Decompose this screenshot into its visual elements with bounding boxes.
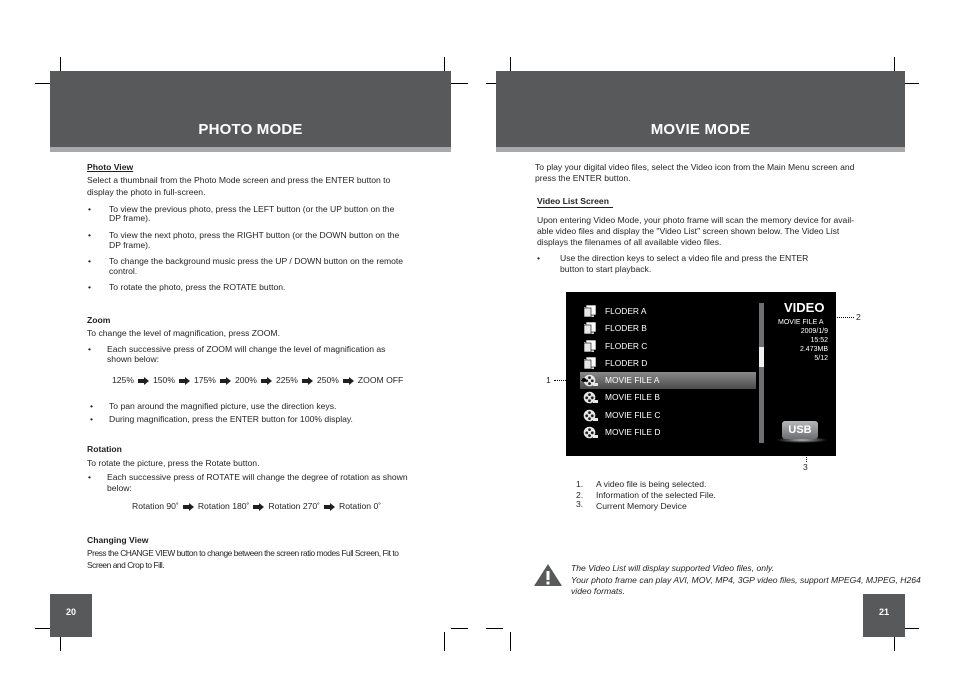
movie-list-item[interactable] bbox=[580, 389, 756, 406]
crop-mark bbox=[486, 628, 503, 629]
rotation-sequence bbox=[132, 501, 381, 512]
scrollbar-thumb[interactable] bbox=[759, 347, 764, 367]
bullet: • bbox=[88, 256, 92, 266]
film-reel-icon bbox=[583, 391, 597, 404]
zoom-step: 125% bbox=[112, 375, 134, 385]
crop-mark bbox=[444, 632, 445, 651]
movie-list-item[interactable] bbox=[580, 407, 756, 424]
arrow-right-icon bbox=[261, 377, 272, 385]
zoom-bullet: Each successive press of ZOOM will change the level of magnification as bbox=[107, 344, 386, 354]
file-info-line: 5/12 bbox=[814, 355, 828, 362]
file-info-line: 15:52 bbox=[810, 337, 828, 344]
changing-view-text: Screen and Crop to Fill. bbox=[87, 560, 165, 570]
photo-view-bullet: To view the next photo, press the RIGHT button (or the DOWN button on the bbox=[109, 230, 400, 240]
usb-device-icon[interactable]: USB bbox=[782, 421, 818, 439]
bullet: • bbox=[90, 401, 94, 411]
legend-number: 3. bbox=[576, 499, 584, 509]
rotation-intro: To rotate the picture, press the Rotate button. bbox=[87, 458, 260, 468]
photo-view-heading: Photo View bbox=[87, 162, 134, 172]
folder-list-item[interactable] bbox=[580, 338, 756, 355]
video-list-screen bbox=[566, 292, 836, 456]
rotation-step: Rotation 90˚ bbox=[132, 501, 179, 511]
arrow-right-icon bbox=[179, 377, 190, 385]
video-list-paragraph: able video files and display the "Video List" screen shown below. The Video List bbox=[537, 226, 840, 236]
list-item-label: FLODER D bbox=[605, 358, 648, 368]
movie-list-item[interactable] bbox=[580, 424, 756, 441]
movie-intro: To play your digital video files, select the Video icon from the Main Menu screen and bbox=[535, 162, 855, 172]
photo-view-bullet: DP frame). bbox=[109, 213, 151, 223]
rotation-step: Rotation 270˚ bbox=[268, 501, 321, 511]
list-item-label: MOVIE FILE A bbox=[605, 375, 660, 385]
photo-view-bullet: DP frame). bbox=[109, 240, 151, 250]
note-text: The Video List will display supported Video files, only. bbox=[571, 563, 775, 573]
zoom-step: 175% bbox=[193, 375, 216, 385]
bullet: • bbox=[88, 344, 92, 354]
changing-view-text: Press the CHANGE VIEW button to change between the screen ratio modes Full Screen, Fit to bbox=[87, 548, 399, 558]
callout-2: 2 bbox=[856, 312, 861, 322]
bullet: • bbox=[88, 230, 92, 240]
folder-list-item[interactable] bbox=[580, 320, 756, 337]
rotation-step: Rotation 180˚ bbox=[197, 501, 250, 511]
header-underline bbox=[50, 147, 451, 152]
folder-icon bbox=[583, 305, 597, 318]
film-reel-icon bbox=[583, 426, 597, 439]
movie-intro: press the ENTER button. bbox=[535, 173, 631, 183]
callout-dot bbox=[582, 378, 586, 382]
bullet: • bbox=[88, 472, 92, 482]
file-info-line: 2009/1/9 bbox=[800, 328, 828, 335]
zoom-step: 225% bbox=[275, 375, 298, 385]
list-item-label: MOVIE FILE B bbox=[605, 392, 660, 402]
rotation-bullet: Each successive press of ROTATE will change the degree of rotation as shown bbox=[107, 472, 408, 482]
crop-mark bbox=[451, 628, 468, 629]
zoom-bullet: To pan around the magnified picture, use the direction keys. bbox=[109, 401, 337, 411]
zoom-step: 200% bbox=[234, 375, 257, 385]
list-item-label: MOVIE FILE D bbox=[605, 427, 661, 437]
legend-text: Current Memory Device bbox=[596, 501, 687, 511]
note-text: Your photo frame can play AVI, MOV, MP4, 3GP video files, support MPEG4, MJPEG, H264 bbox=[571, 575, 921, 585]
movie-list-item[interactable] bbox=[580, 372, 756, 389]
page-title: PHOTO MODE bbox=[198, 121, 303, 138]
heading-underline bbox=[537, 207, 613, 208]
zoom-bullet: shown below: bbox=[107, 354, 160, 364]
changing-view-heading: Changing View bbox=[87, 535, 149, 545]
legend-text: Information of the selected File. bbox=[596, 490, 716, 500]
zoom-sequence bbox=[112, 375, 403, 386]
arrow-right-icon bbox=[324, 503, 335, 511]
callout-dot bbox=[827, 315, 831, 319]
bullet: • bbox=[537, 253, 541, 263]
page-number: 20 bbox=[50, 594, 92, 637]
list-item-label: FLODER A bbox=[605, 306, 647, 316]
rotation-bullet: below: bbox=[107, 483, 132, 493]
scrollbar-track[interactable] bbox=[759, 303, 764, 443]
crop-mark bbox=[451, 83, 468, 84]
zoom-step: 150% bbox=[152, 375, 175, 385]
movie-mode-header bbox=[496, 71, 905, 147]
film-reel-icon bbox=[583, 409, 597, 422]
video-list-paragraph: displays the filenames of all available video files. bbox=[537, 237, 722, 247]
video-list-bullet: Use the direction keys to select a video file and press the ENTER bbox=[560, 253, 809, 263]
page-number: 21 bbox=[863, 594, 905, 637]
video-list-heading: Video List Screen bbox=[537, 196, 609, 206]
folder-icon bbox=[583, 340, 597, 353]
folder-list-item[interactable] bbox=[580, 303, 756, 320]
photo-mode-header bbox=[50, 71, 451, 147]
photo-view-bullet: To view the previous photo, press the LEFT button (or the UP button on the bbox=[109, 204, 395, 214]
legend-number: 1. bbox=[576, 479, 584, 489]
bullet: • bbox=[88, 204, 92, 214]
callout-1: 1 bbox=[546, 375, 551, 385]
callout-3: 3 bbox=[803, 462, 808, 472]
file-info-line: MOVIE FILE A bbox=[778, 319, 824, 326]
zoom-step: 250% bbox=[316, 375, 339, 385]
video-panel-title: VIDEO bbox=[784, 300, 825, 315]
folder-list-item[interactable] bbox=[580, 355, 756, 372]
callout-line bbox=[830, 317, 854, 318]
list-item-label: FLODER C bbox=[605, 341, 648, 351]
zoom-bullet: During magnification, press the ENTER button for 100% display. bbox=[109, 414, 353, 424]
warning-icon bbox=[533, 563, 563, 587]
photo-view-intro: Select a thumbnail from the Photo Mode screen and press the ENTER button to bbox=[87, 175, 391, 185]
arrow-right-icon bbox=[183, 503, 194, 511]
arrow-right-icon bbox=[253, 503, 264, 511]
zoom-heading: Zoom bbox=[87, 315, 111, 325]
list-item-label: FLODER B bbox=[605, 323, 647, 333]
bullet: • bbox=[88, 282, 92, 292]
arrow-right-icon bbox=[302, 377, 313, 385]
crop-mark bbox=[510, 632, 511, 651]
arrow-right-icon bbox=[343, 377, 354, 385]
arrow-right-icon bbox=[220, 377, 231, 385]
arrow-right-icon bbox=[138, 377, 149, 385]
photo-view-bullet: control. bbox=[109, 266, 138, 276]
note-text: video formats. bbox=[571, 586, 625, 596]
file-info-line: 2.473MB bbox=[799, 346, 828, 353]
legend-number: 2. bbox=[576, 490, 584, 500]
photo-view-bullet: To rotate the photo, press the ROTATE button. bbox=[109, 282, 286, 292]
callout-line bbox=[554, 380, 584, 381]
zoom-intro: To change the level of magnification, press ZOOM. bbox=[87, 328, 280, 338]
video-list-bullet: button to start playback. bbox=[560, 264, 652, 274]
callout-line bbox=[806, 450, 807, 462]
header-underline bbox=[496, 147, 905, 152]
folder-icon bbox=[583, 322, 597, 335]
folder-icon bbox=[583, 357, 597, 370]
zoom-step: ZOOM OFF bbox=[357, 375, 404, 385]
page-title: MOVIE MODE bbox=[650, 121, 751, 138]
bullet: • bbox=[90, 414, 94, 424]
photo-view-bullet: To change the background music press the UP / DOWN button on the remote bbox=[109, 256, 404, 266]
rotation-heading: Rotation bbox=[87, 444, 122, 454]
list-item-label: MOVIE FILE C bbox=[605, 410, 661, 420]
legend-text: A video file is being selected. bbox=[596, 479, 707, 489]
rotation-step: Rotation 0˚ bbox=[339, 501, 382, 511]
photo-view-intro: display the photo in full-screen. bbox=[87, 187, 206, 197]
video-list-paragraph: Upon entering Video Mode, your photo frame will scan the memory device for avail- bbox=[537, 215, 855, 225]
